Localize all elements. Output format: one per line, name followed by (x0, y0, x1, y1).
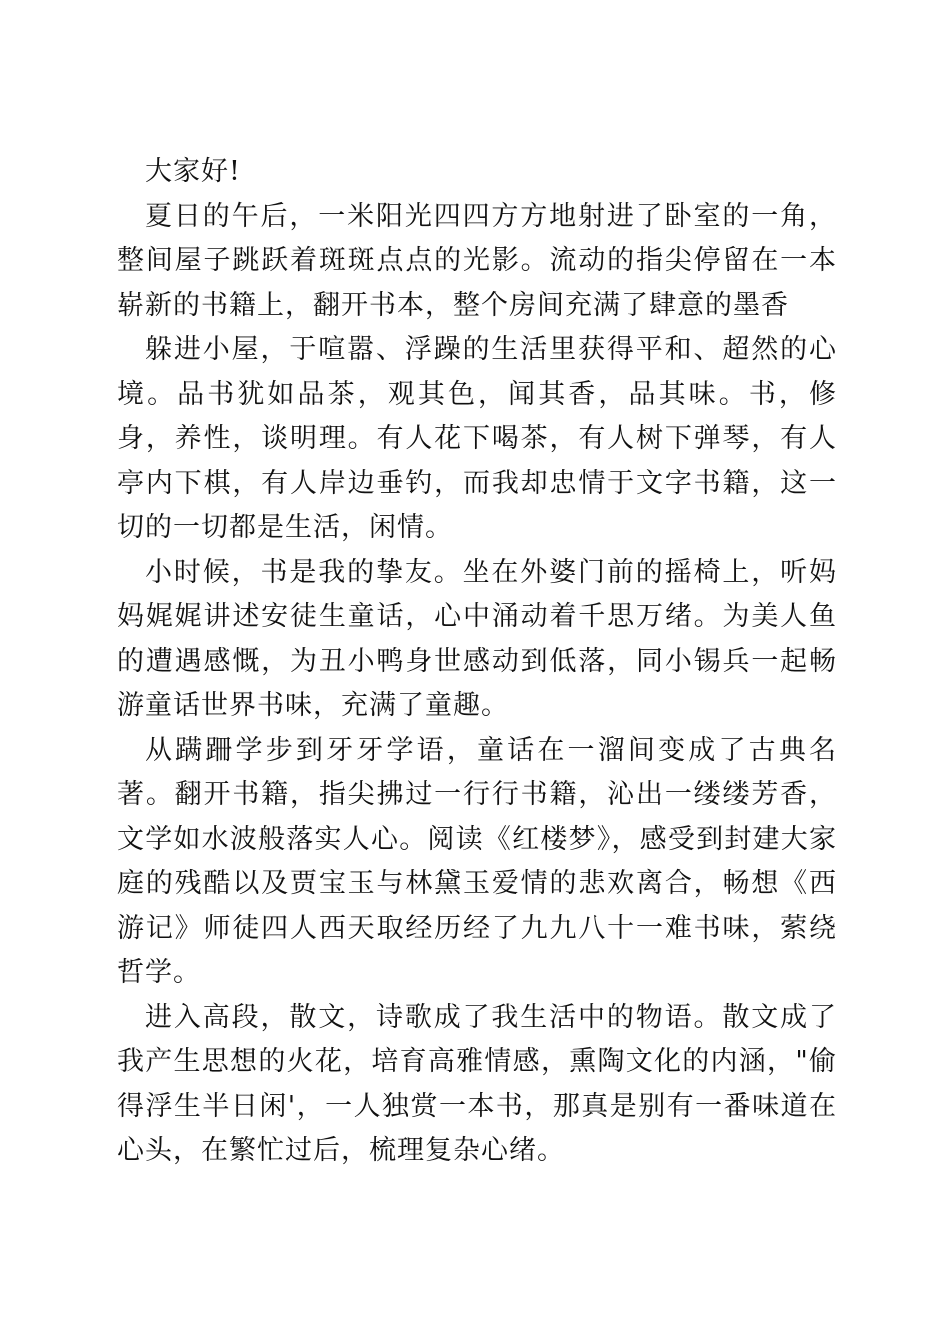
paragraph-childhood: 小时候，书是我的挚友。坐在外婆门前的摇椅上，听妈妈娓娓讲述安徒生童话，心中涌动着千思万绪。为美人鱼的遭遇感慨，为丑小鸭身世感动到低落，同小锡兵一起畅游童话世界书味，充满了童趣。 (117, 556, 837, 721)
paragraph-classics: 从蹒跚学步到牙牙学语，童话在一溜间变成了古典名著。翻开书籍，指尖拂过一行行书籍，沁出一缕缕芳香，文学如水波般落实人心。阅读《红楼梦》，感受到封建大家庭的残酷以及贾宝玉与林黛玉爱情的悲欢离合，畅想《西游记》师徒四人西天取经历经了九九八十一难书味，萦绕哲学。 (117, 734, 837, 988)
paragraph-summer-afternoon: 夏日的午后，一米阳光四四方方地射进了卧室的一角，整间屋子跳跃着斑斑点点的光影。流动的指尖停留在一本崭新的书籍上，翻开书本，整个房间充满了肆意的墨香 (117, 200, 837, 321)
paragraph-small-house: 躲进小屋，于喧嚣、浮躁的生活里获得平和、超然的心境。品书犹如品茶，观其色，闻其香，品其味。书，修身，养性，谈明理。有人花下喝茶，有人树下弹琴，有人亭内下棋，有人岸边垂钓，而我却忠情于文字书籍，这一切的一切都是生活，闲情。 (117, 334, 837, 543)
greeting-paragraph: 大家好! (145, 156, 241, 187)
paragraph-prose-poetry: 进入高段，散文，诗歌成了我生活中的物语。散文成了我产生思想的火花，培育高雅情感，熏陶文化的内涵，"偷得浮生半日闲'，一人独赏一本书，那真是别有一番味道在心头，在繁忙过后，梳理复杂心绪。 (117, 1001, 837, 1166)
document-body (117, 150, 837, 1174)
